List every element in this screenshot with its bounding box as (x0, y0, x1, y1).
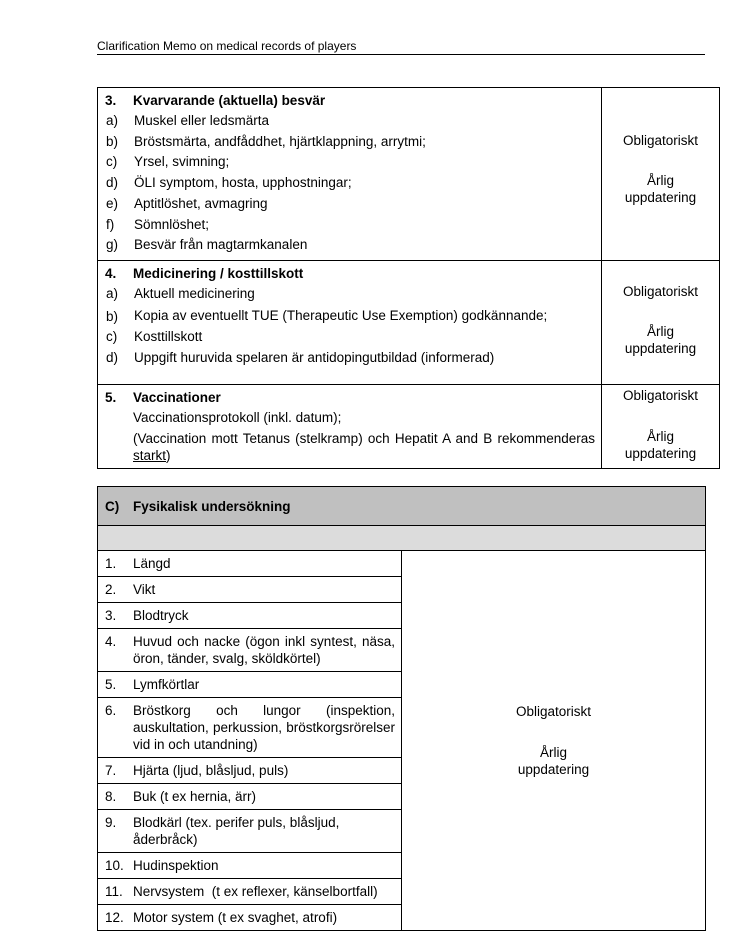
item-number: 1. (105, 556, 117, 571)
item-letter: a) (106, 113, 119, 128)
item-text: Sömnlöshet; (134, 216, 210, 232)
update-label-line2: uppdatering (624, 341, 697, 356)
item-number: 4. (105, 634, 117, 649)
section-3-requirement (602, 88, 720, 261)
item-number: 5. (105, 677, 117, 692)
item-text: Kosttillskott (134, 329, 203, 345)
requirement-label: Obligatoriskt (622, 284, 699, 299)
section-5-requirement (602, 385, 720, 469)
section-5-row (98, 385, 720, 469)
item-text: Hjärta (ljud, blåsljud, puls) (133, 763, 289, 778)
section-4-requirement (602, 261, 720, 385)
vaccination-protocol-text: Vaccinationsprotokoll (inkl. datum); (133, 410, 342, 425)
item-text: Vikt (133, 582, 156, 597)
section-5-content (98, 385, 602, 469)
section-3-row (98, 88, 720, 261)
physical-exam-table (97, 486, 706, 931)
item-text: ÖLI symptom, hosta, upphostningar; (134, 175, 352, 191)
item-text: Nervsystem (t ex reflexer, känselbortfall) (133, 884, 378, 899)
item-text: Yrsel, svimning; (134, 154, 230, 170)
exam-item (98, 603, 402, 629)
update-label-line2: uppdatering (624, 190, 697, 205)
item-text: Uppgift huruvida spelaren är antidopingutbildad (informerad) (134, 350, 495, 366)
exam-item (98, 853, 402, 879)
requirement-label: Obligatoriskt (515, 703, 592, 719)
list-item (105, 215, 595, 236)
section-heading (105, 388, 595, 408)
item-number: 8. (105, 789, 117, 804)
exam-item (98, 629, 402, 672)
physical-exam-requirement (402, 551, 706, 931)
item-text: Motor system (t ex svaghet, atrofi) (133, 910, 338, 925)
section-heading (105, 264, 595, 284)
item-text: Längd (133, 556, 171, 571)
list-item (105, 284, 595, 305)
section-number: 4. (105, 266, 117, 281)
exam-item (98, 810, 402, 853)
requirement-label: Obligatoriskt (622, 388, 699, 403)
list-item (105, 327, 595, 348)
requirement-label: Obligatoriskt (622, 133, 699, 148)
section-3-content (98, 88, 602, 261)
list-item (105, 173, 595, 194)
exam-item (98, 758, 402, 784)
item-text: Kopia av eventuellt TUE (Therapeutic Use Exemption) godkännande; (134, 307, 548, 323)
item-text: Hudinspektion (133, 858, 219, 873)
table-row (98, 551, 706, 577)
section-number: 5. (105, 390, 117, 405)
item-letter: d) (106, 175, 119, 191)
section-4-row (98, 261, 720, 385)
item-text: Bröstkorg och lungor (inspektion, auskultation, perkussion, bröstkorgsrörelser vid in och utandning) (133, 703, 395, 752)
update-label-line1: Årlig (539, 744, 567, 760)
item-number: 6. (105, 703, 117, 718)
vaccination-recommendation-text (105, 428, 595, 466)
section-title: Medicinering / kosttillskott (133, 266, 304, 281)
section-heading (105, 91, 595, 111)
item-number: 2. (105, 582, 117, 597)
section-title: Vaccinationer (133, 390, 221, 405)
header-divider (97, 54, 705, 55)
item-letter: b) (106, 133, 119, 149)
exam-item (98, 698, 402, 758)
item-text: Aptitlöshet, avmagring (134, 195, 268, 211)
item-letter: a) (106, 286, 119, 301)
shaded-spacer (98, 526, 706, 551)
item-text: Besvär från magtarmkanalen (134, 237, 308, 253)
recommendation-text: (Vaccination mott Tetanus (stelkramp) och Hepatit A and B rekommenderas (133, 431, 595, 446)
item-letter: e) (106, 195, 119, 211)
item-letter: f) (106, 216, 115, 232)
section-letter: C) (105, 498, 120, 514)
section-title: Fysikalisk undersökning (133, 498, 291, 514)
physical-exam-heading (98, 487, 706, 526)
section-title: Kvarvarande (aktuella) besvär (133, 93, 326, 108)
item-number: 9. (105, 815, 117, 830)
item-text: Muskel eller ledsmärta (134, 113, 270, 128)
physical-exam-header-row (98, 487, 706, 526)
update-label-line1: Årlig (646, 429, 674, 444)
item-letter: g) (106, 237, 119, 253)
list-item (105, 111, 595, 132)
list-item (105, 152, 595, 173)
exam-item (98, 577, 402, 603)
physical-exam-spacer-row (98, 526, 706, 551)
item-text: Huvud och nacke (ögon inkl syntest, näsa, öron, tänder, svalg, sköldkörtel) (133, 634, 395, 666)
exam-item (98, 784, 402, 810)
requirements-table (97, 87, 720, 469)
update-label-line1: Årlig (646, 324, 674, 339)
item-text: Lymfkörtlar (133, 677, 200, 692)
list-item (105, 305, 595, 328)
exam-item (98, 672, 402, 698)
list-item (105, 194, 595, 215)
update-label-line1: Årlig (646, 173, 674, 188)
item-letter: d) (106, 350, 119, 366)
exam-item (98, 551, 402, 577)
list-item (105, 348, 595, 369)
item-text: Blodtryck (133, 608, 189, 623)
exam-item (98, 879, 402, 905)
item-text: Aktuell medicinering (134, 286, 255, 301)
item-text: Buk (t ex hernia, ärr) (133, 789, 257, 804)
item-letter: b) (106, 308, 119, 324)
item-number: 10. (105, 858, 124, 873)
section-4-content (98, 261, 602, 385)
item-text: Bröstsmärta, andfåddhet, hjärtklappning, arrytmi; (134, 133, 426, 149)
item-letter: c) (106, 329, 118, 345)
emphasis-text: starkt (133, 448, 167, 463)
list-item (105, 132, 595, 153)
item-letter: c) (106, 154, 118, 170)
update-label-line2: uppdatering (624, 446, 697, 461)
item-number: 11. (105, 884, 123, 899)
section-number: 3. (105, 93, 117, 108)
item-number: 3. (105, 608, 117, 623)
closing-paren: ) (166, 448, 171, 463)
item-number: 7. (105, 763, 117, 778)
item-number: 12. (105, 910, 124, 925)
update-label-line2: uppdatering (517, 761, 590, 777)
item-text: Blodkärl (tex. perifer puls, blåsljud, åderbråck) (133, 815, 340, 847)
exam-item (98, 905, 402, 931)
list-item (105, 235, 595, 256)
document-header-title: Clarification Memo on medical records of players (97, 39, 357, 53)
